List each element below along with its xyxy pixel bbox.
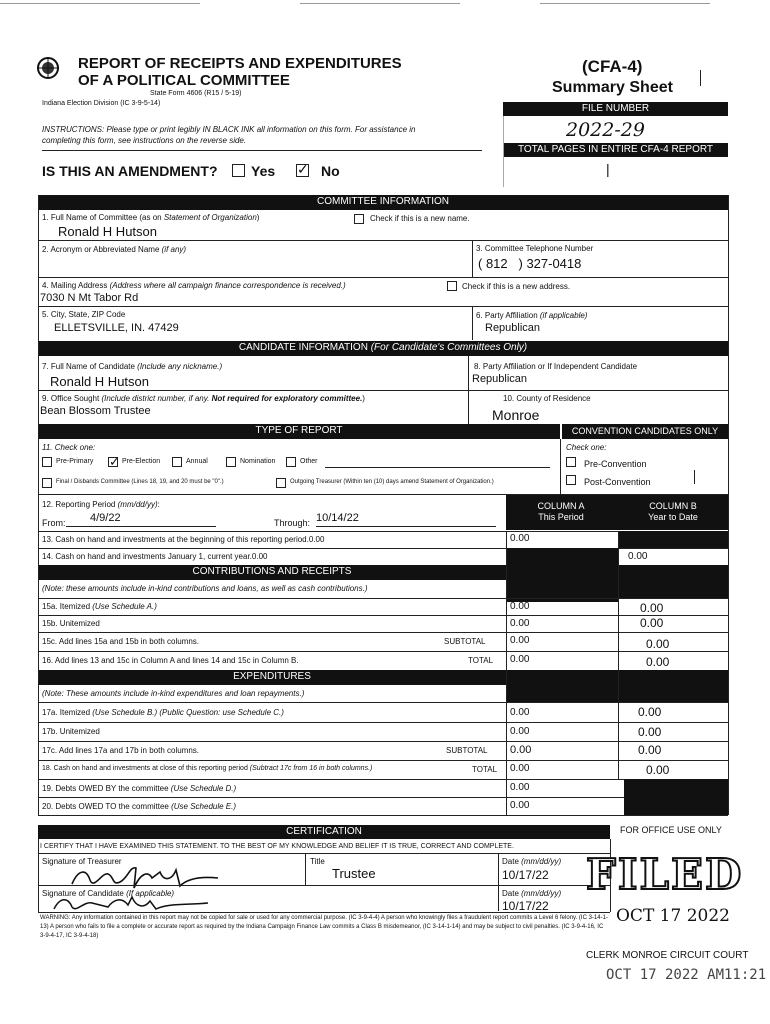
line-19-col-a: 0.00 <box>510 782 530 793</box>
row-divider <box>38 702 728 703</box>
line-17c-subtotal: SUBTOTAL <box>446 746 488 755</box>
form-code: (CFA-4) <box>582 57 643 76</box>
expenditures-note: (Note: These amounts include in-kind expenditures and loan repayments.) <box>42 689 305 698</box>
col-divider <box>472 240 473 277</box>
county-value: Monroe <box>492 407 540 423</box>
row-divider <box>38 306 728 307</box>
left-border <box>38 839 39 912</box>
row-divider <box>38 815 728 816</box>
other-checkbox[interactable] <box>286 457 296 467</box>
line-17c-label: 17c. Add lines 17a and 17b in both columns. <box>42 746 199 755</box>
line-18-label: 18. Cash on hand and investments at close of this reporting period (Subtract 17c from 16 in both columns.) <box>42 765 373 772</box>
row-divider <box>38 760 728 761</box>
line-13-col-a: 0.00 <box>510 533 530 544</box>
party-label: 6. Party Affiliation (if applicable) <box>476 311 588 320</box>
scan-edge-line <box>300 3 460 4</box>
final-disbands-checkbox[interactable] <box>42 478 52 488</box>
col-divider <box>472 306 473 340</box>
amendment-no-label: No <box>321 163 340 179</box>
convention-header: CONVENTION CANDIDATES ONLY <box>562 424 728 439</box>
party-value: Republican <box>485 322 541 334</box>
line-15c-subtotal: SUBTOTAL <box>444 637 486 646</box>
row-divider <box>38 651 728 652</box>
row-divider <box>38 853 610 854</box>
line-17a-col-a: 0.00 <box>510 707 530 718</box>
amendment-yes-label: Yes <box>251 163 276 179</box>
line-15c-label: 15c. Add lines 15a and 15b in both columns. <box>42 637 199 646</box>
new-name-checkbox[interactable] <box>354 214 364 224</box>
margin-mark <box>694 470 695 484</box>
city-label: 5. City, State, ZIP Code <box>42 310 126 319</box>
line-16-col-a: 0.00 <box>510 654 530 665</box>
row-divider <box>38 797 624 798</box>
title-value: Trustee <box>332 866 376 881</box>
row-divider <box>38 912 610 913</box>
annual-checkbox[interactable] <box>172 457 182 467</box>
line-17a-col-b: 0.00 <box>638 705 662 719</box>
acronym-label: 2. Acronym or Abbreviated Name (if any) <box>42 245 187 254</box>
through-label: Through: <box>274 518 311 528</box>
candidate-name-label: 7. Full Name of Candidate (Include any nickname.) <box>42 362 223 371</box>
contributions-header: CONTRIBUTIONS AND RECEIPTS <box>38 565 506 580</box>
line-17b-label: 17b. Unitemized <box>42 727 100 736</box>
line-19-label: 19. Debts OWED BY the committee (Use Schedule D.) <box>42 784 237 793</box>
col-divider <box>305 853 306 885</box>
total-pages-header: TOTAL PAGES IN ENTIRE CFA-4 REPORT <box>503 143 728 157</box>
summary-sheet-title: Summary Sheet <box>552 79 673 96</box>
address-label: 4. Mailing Address (Address where all campaign finance correspondence is received.) <box>42 281 346 290</box>
nomination-label: Nomination <box>240 458 276 465</box>
row-divider <box>38 390 728 391</box>
committee-name-value: Ronald H Hutson <box>58 224 157 239</box>
line-17b-col-b: 0.00 <box>638 725 662 739</box>
pre-convention-checkbox[interactable] <box>566 457 576 467</box>
divider <box>42 150 482 151</box>
contributions-note: (Note: these amounts include in-kind contributions and loans, as well as cash contributions.) <box>42 584 368 593</box>
office-label: 9. Office Sought (Include district number, if any. Not required for exploratory committee.) <box>42 394 365 403</box>
election-division: Indiana Election Division (IC 3-9-5-14) <box>42 100 161 107</box>
line-15c-col-b: 0.00 <box>646 637 670 651</box>
checkmark-icon: ✓ <box>297 161 309 177</box>
amendment-yes-checkbox[interactable] <box>232 164 245 177</box>
indiana-seal-icon <box>36 56 60 80</box>
date1-label: Date (mm/dd/yy) <box>502 857 562 866</box>
city-value: ELLETSVILLE, IN. 47429 <box>54 322 179 334</box>
nomination-checkbox[interactable] <box>226 457 236 467</box>
date2-value: 10/17/22 <box>502 899 549 913</box>
row-divider <box>38 277 728 278</box>
clerk-stamp: CLERK MONROE CIRCUIT COURT <box>586 950 749 961</box>
line-16-col-b: 0.00 <box>646 655 670 669</box>
line-17b-col-a: 0.00 <box>510 726 530 737</box>
pre-primary-label: Pre-Primary <box>56 458 94 465</box>
new-address-label: Check if this is a new address. <box>462 282 571 291</box>
row-divider <box>38 741 728 742</box>
column-b-header: COLUMN B Year to Date <box>648 501 698 522</box>
convention-check-one: Check one: <box>566 443 607 452</box>
line-15a-label: 15a. Itemized (Use Schedule A.) <box>42 602 157 611</box>
scan-edge-line <box>0 3 200 4</box>
through-underline <box>316 526 496 527</box>
new-name-label: Check if this is a new name. <box>370 214 470 223</box>
line-13-label: 13. Cash on hand and investments at the beginning of this reporting period.0.00 <box>42 535 325 544</box>
check-one-label: 11. Check one: <box>42 443 96 452</box>
office-value: Bean Blossom Trustee <box>40 405 151 417</box>
checkmark-icon: ✓ <box>109 454 120 469</box>
col-divider <box>560 439 561 496</box>
col-a-divider <box>506 531 507 815</box>
reporting-period-label: 12. Reporting Period (mm/dd/yy): <box>42 500 160 509</box>
candidate-party-label: 8. Party Affiliation or If Independent Candidate <box>474 362 638 371</box>
file-number-header: FILE NUMBER <box>503 102 728 116</box>
warning-text: WARNING: Any information contained in this report may not be copied for sale or used for any commercial purpose. (IC 3-9-4-4) A person who knowingly files a fraudulent report commits a Level 6 felony. (IC 3-14-1-13) A person who fails to file a complete or accurate report as required by the Indiana Campaign Finance Law commits a Class B misdemeanor, (IC 3-14-1-14) and may be subject to civil penalties. (IC 3-9-4-16, IC 3-9-4-17, IC 3-9-4-18) <box>40 915 608 939</box>
committee-name-label: 1. Full Name of Committee (as on Statement of Organization) <box>42 213 260 222</box>
certification-header: CERTIFICATION <box>38 825 610 839</box>
line-15a-col-a: 0.00 <box>510 601 530 612</box>
expenditures-header: EXPENDITURES <box>38 670 506 685</box>
pre-election-label: Pre-Election <box>122 458 161 465</box>
line-17a-label: 17a. Itemized (Use Schedule B.) (Public Question: use Schedule C.) <box>42 708 284 717</box>
line-20-col-a: 0.00 <box>510 800 530 811</box>
line-18-col-a: 0.00 <box>510 763 530 774</box>
line-15b-col-a: 0.00 <box>510 618 530 629</box>
new-address-checkbox[interactable] <box>447 281 457 291</box>
col-divider <box>498 853 499 911</box>
form-title-line2: OF A POLITICAL COMMITTEE <box>78 72 290 89</box>
blackout-cell <box>624 779 728 815</box>
pre-convention-label: Pre-Convention <box>584 459 647 469</box>
address-value: 7030 N Mt Tabor Rd <box>40 292 139 304</box>
outgoing-treasurer-label: Outgoing Treasurer (Within ten (10) days amend Statement of Organization.) <box>290 479 494 485</box>
line-18-total: TOTAL <box>472 765 498 774</box>
line-14-label: 14. Cash on hand and investments January 1, current year.0.00 <box>42 552 268 561</box>
from-underline <box>66 526 216 527</box>
outgoing-treasurer-checkbox[interactable] <box>276 478 286 488</box>
time-stamp: OCT 17 2022 AM11:21 <box>606 967 767 983</box>
line-15c-col-a: 0.00 <box>510 635 530 646</box>
blackout-cell <box>506 580 728 598</box>
phone-label: 3. Committee Telephone Number <box>476 244 594 253</box>
column-a-header: COLUMN A This Period <box>537 501 585 522</box>
line-17c-col-b: 0.00 <box>638 743 662 757</box>
form-title-line1: REPORT OF RECEIPTS AND EXPENDITURES <box>78 55 402 72</box>
type-of-report-header: TYPE OF REPORT <box>38 424 560 439</box>
amendment-question: IS THIS AN AMENDMENT? <box>42 163 218 179</box>
line-15a-col-b: 0.00 <box>640 601 664 615</box>
filed-stamp: FILED <box>586 850 744 899</box>
pre-primary-checkbox[interactable] <box>42 457 52 467</box>
scan-edge-line <box>540 3 710 4</box>
col-b-divider <box>618 531 619 779</box>
left-border <box>38 195 39 815</box>
other-label: Other <box>300 458 318 465</box>
candidate-party-value: Republican <box>472 373 528 385</box>
phone-value: ( 812 ) 327-0418 <box>478 256 582 271</box>
from-label: From: <box>42 518 66 528</box>
file-number-value: 2022-29 <box>566 119 645 141</box>
final-disbands-label: Final / Disbands Committee (Lines 18, 19, and 20 must be "0".) <box>56 479 224 485</box>
candidate-signature-label: Signature of Candidate (If applicable) <box>42 889 175 898</box>
committee-info-header: COMMITTEE INFORMATION <box>38 195 728 210</box>
margin-mark <box>700 70 701 86</box>
row-divider <box>38 240 728 241</box>
annual-label: Annual <box>186 458 208 465</box>
line-15b-col-b: 0.00 <box>640 616 664 630</box>
treasurer-signature-label: Signature of Treasurer <box>42 857 122 866</box>
certification-statement: I CERTIFY THAT I HAVE EXAMINED THIS STATEMENT. TO THE BEST OF MY KNOWLEDGE AND BELIEF IT IS TRUE, CORRECT AND COMPLETE. <box>40 843 514 850</box>
row-divider <box>38 722 728 723</box>
state-form-number: State Form 4606 (R15 / 5-19) <box>150 90 242 97</box>
date2-label: Date (mm/dd/yy) <box>502 889 562 898</box>
col-divider <box>468 356 469 426</box>
line-20-label: 20. Debts OWED TO the committee (Use Schedule E.) <box>42 802 237 811</box>
candidate-name-value: Ronald H Hutson <box>50 374 149 389</box>
line-15b-label: 15b. Unitemized <box>42 619 100 628</box>
instructions-text: INSTRUCTIONS: Please type or print legibly IN BLACK INK all information on this form. For assistance in completing this form, see instructions on the reverse side. <box>42 125 416 145</box>
post-convention-label: Post-Convention <box>584 477 651 487</box>
date1-value: 10/17/22 <box>502 868 549 882</box>
row-divider <box>38 632 728 633</box>
filed-date-stamp: OCT 17 2022 <box>616 906 730 926</box>
total-pages-value: | <box>606 161 610 177</box>
line-14-col-b: 0.00 <box>628 551 648 562</box>
through-value: 10/14/22 <box>316 512 359 524</box>
county-label: 10. County of Residence <box>503 394 591 403</box>
row-divider <box>38 885 610 886</box>
line-16-label: 16. Add lines 13 and 15c in Column A and lines 14 and 15c in Column B. <box>42 656 299 665</box>
row-divider <box>38 615 728 616</box>
treasurer-signature-image <box>68 862 248 892</box>
line-16-total: TOTAL <box>468 656 494 665</box>
from-value: 4/9/22 <box>90 512 121 524</box>
blackout-cell <box>618 531 728 548</box>
file-box-border <box>503 116 504 187</box>
post-convention-checkbox[interactable] <box>566 475 576 485</box>
right-border <box>728 195 729 815</box>
other-underline <box>325 467 550 468</box>
row-divider <box>38 548 728 549</box>
blackout-cell <box>506 565 728 580</box>
line-17c-col-a: 0.00 <box>510 744 532 756</box>
blackout-cell <box>506 670 728 702</box>
line-18-col-b: 0.00 <box>646 763 670 777</box>
row-divider <box>38 598 728 599</box>
title-label: Title <box>310 857 325 866</box>
office-use-label: FOR OFFICE USE ONLY <box>620 825 722 835</box>
candidate-signature-image <box>48 893 218 913</box>
candidate-info-header: CANDIDATE INFORMATION (For Candidate's Committees Only) <box>38 341 728 356</box>
